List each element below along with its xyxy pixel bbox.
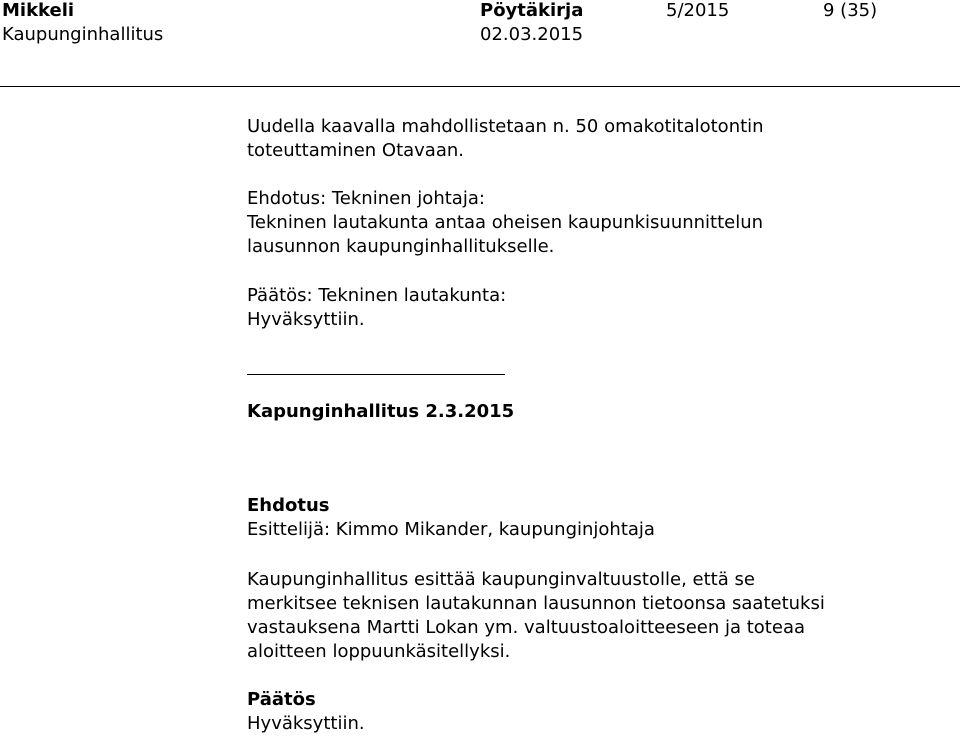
meeting-date: 02.03.2015	[480, 24, 584, 45]
previous-proposal-line: Tekninen lautakunta antaa oheisen kaupunkisuunnittelun	[247, 212, 764, 233]
previous-proposal-line: lausunnon kaupunginhallitukselle.	[247, 236, 555, 257]
proposal-heading: Ehdotus	[247, 495, 330, 516]
decision-text: Hyväksyttiin.	[247, 713, 365, 734]
decision-heading: Päätös	[247, 689, 316, 710]
section-divider	[247, 374, 505, 375]
previous-decision	[247, 284, 947, 332]
proposal-paragraph	[247, 568, 947, 664]
previous-decision-text: Hyväksyttiin.	[247, 309, 365, 330]
page-number: 9 (35)	[823, 0, 878, 21]
proposal-line: vastauksena Martti Lokan ym. valtuustoaloitteeseen ja toteaa	[247, 617, 805, 638]
proposal-line: Kaupunginhallitus esittää kaupunginvaltuustolle, että se	[247, 569, 755, 590]
presenter-line: Esittelijä: Kimmo Mikander, kaupunginjohtaja	[247, 519, 655, 540]
intro-paragraph	[247, 115, 947, 163]
intro-line: toteuttaminen Otavaan.	[247, 140, 465, 161]
previous-proposal	[247, 187, 947, 259]
proposal-line: merkitsee teknisen lautakunnan lausunnon tietoonsa saatetuksi	[247, 593, 825, 614]
previous-proposal-heading: Ehdotus: Tekninen johtaja:	[247, 188, 485, 209]
intro-line: Uudella kaavalla mahdollistetaan n. 50 omakotitalotontin	[247, 116, 764, 137]
header-divider	[0, 86, 960, 87]
document-type: Pöytäkirja	[480, 0, 584, 21]
proposal-line: aloitteen loppuunkäsitellyksi.	[247, 641, 511, 662]
previous-decision-heading: Päätös: Tekninen lautakunta:	[247, 285, 507, 306]
current-decision	[247, 688, 947, 736]
organ-name: Kaupunginhallitus	[2, 24, 164, 45]
current-proposal	[247, 494, 947, 542]
meeting-number: 5/2015	[666, 0, 730, 21]
organization-name: Mikkeli	[2, 0, 75, 21]
meeting-heading: Kapunginhallitus 2.3.2015	[247, 401, 515, 422]
